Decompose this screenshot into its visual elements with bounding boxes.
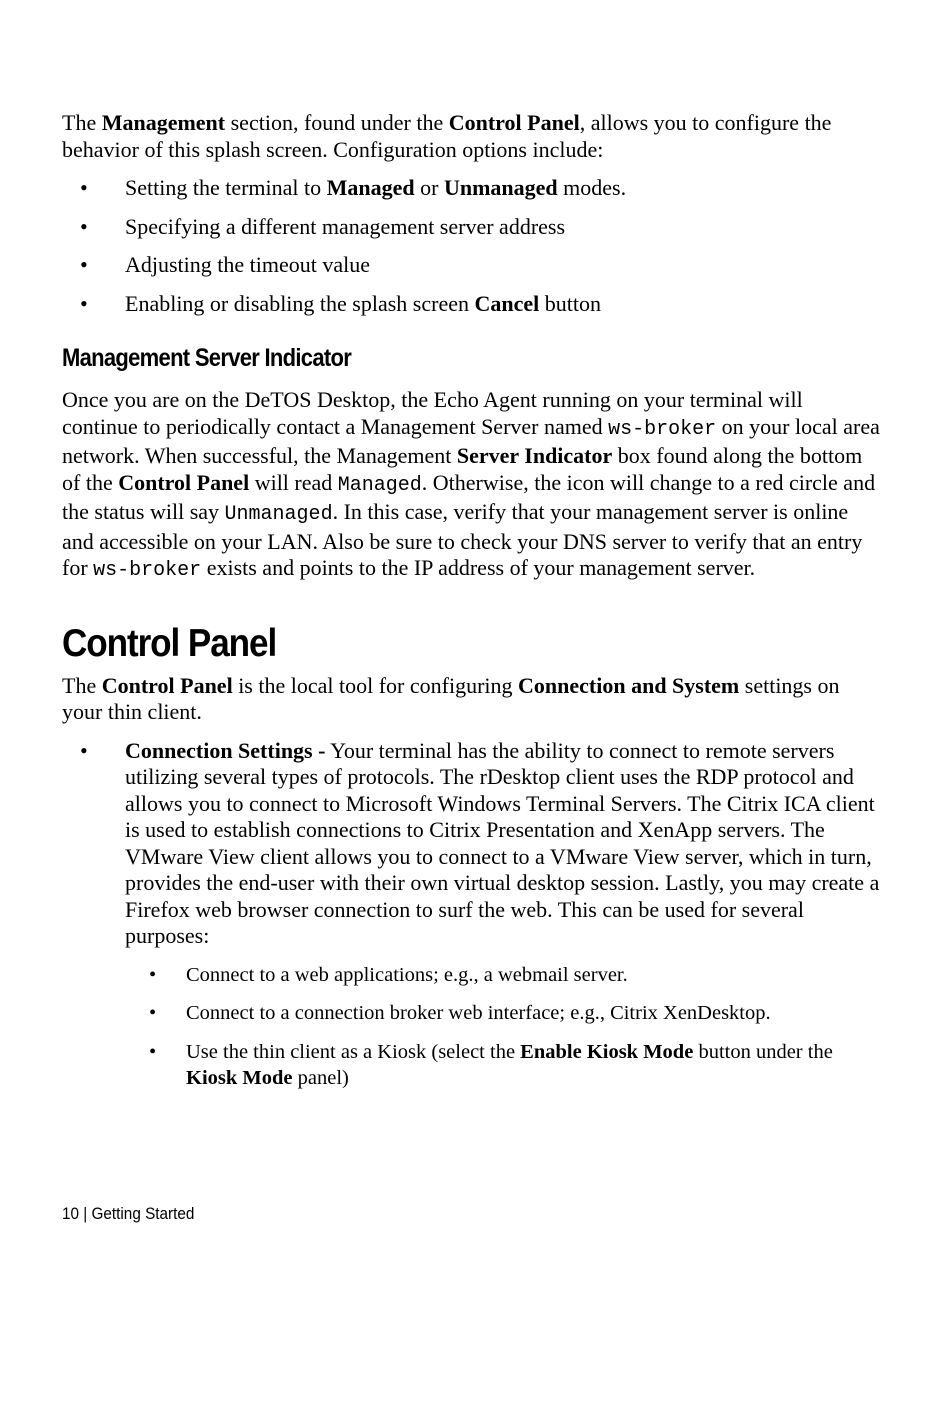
- bullet-icon: •: [149, 963, 157, 986]
- list-item: • Adjusting the timeout value: [80, 252, 371, 277]
- list-item: • Connect to a web applications; e.g., a webmail server.: [62, 962, 882, 989]
- list-item: • Connect to a connection broker web interface; e.g., Citrix XenDesktop.: [62, 1000, 882, 1027]
- bullet-icon: •: [80, 252, 88, 277]
- bullet-icon: •: [80, 290, 88, 316]
- list-item: • Enabling or disabling the splash screen Cancel button: [80, 290, 601, 316]
- bullet-icon: •: [149, 1002, 157, 1024]
- bullet-icon: •: [149, 1040, 157, 1063]
- document-page: [62, 110, 882, 1092]
- control-panel-paragraph: The Control Panel is the local tool for configuring Connection and System settings on your thin client.: [62, 672, 840, 724]
- config-options-list: [62, 175, 882, 317]
- bullet-icon: •: [80, 737, 88, 763]
- section-heading-control-panel: Control Panel: [62, 621, 277, 665]
- page-footer: 10 | Getting Started: [62, 1204, 195, 1223]
- bullet-icon: •: [80, 175, 88, 200]
- msi-paragraph: Once you are on the DeTOS Desktop, the Echo Agent running on your terminal will continue to periodically contact a Management Server named ws-broker on your local area network. When successful, the Management Server Indicator box found along the bottom of the Control Panel will read Managed. Otherwise, the icon will change to a red circle and the status will say Unmanaged. In this case, verify that your management server is online and accessible on your LAN. Also be sure to check your DNS server to verify that an entry for ws-broker exists and points to the IP address of your management server.: [62, 387, 880, 582]
- list-item: • Setting the terminal to Managed or Unmanaged modes.: [80, 175, 627, 200]
- list-item: • Use the thin client as a Kiosk (select the Enable Kiosk Mode button under the Kiosk Mode panel): [149, 1040, 833, 1089]
- section-heading-management-server-indicator: Management Server Indicator: [62, 344, 352, 372]
- control-panel-list: [62, 738, 882, 950]
- bullet-icon: •: [80, 213, 88, 239]
- list-item: • Connection Settings - Your terminal has the ability to connect to remote servers utilizing several types of protocols. The rDesktop client uses the RDP protocol and allows you to connect to Microsoft Windows Terminal Servers. The Citrix ICA client is used to establish connections to Citrix Presentation and XenApp servers. The VMware View client allows you to connect to a VMware View server, which in turn, provides the end-user with their own virtual desktop session. Lastly, you may create a Firefox web browser connection to surf the web. This can be used for several purposes:: [80, 737, 880, 948]
- connection-purposes-list: [62, 962, 882, 1092]
- intro-paragraph: The Management section, found under the Control Panel, allows you to configure the behavior of this splash screen. Configuration options include:: [62, 110, 832, 162]
- list-item: • Specifying a different management server address: [80, 213, 566, 239]
